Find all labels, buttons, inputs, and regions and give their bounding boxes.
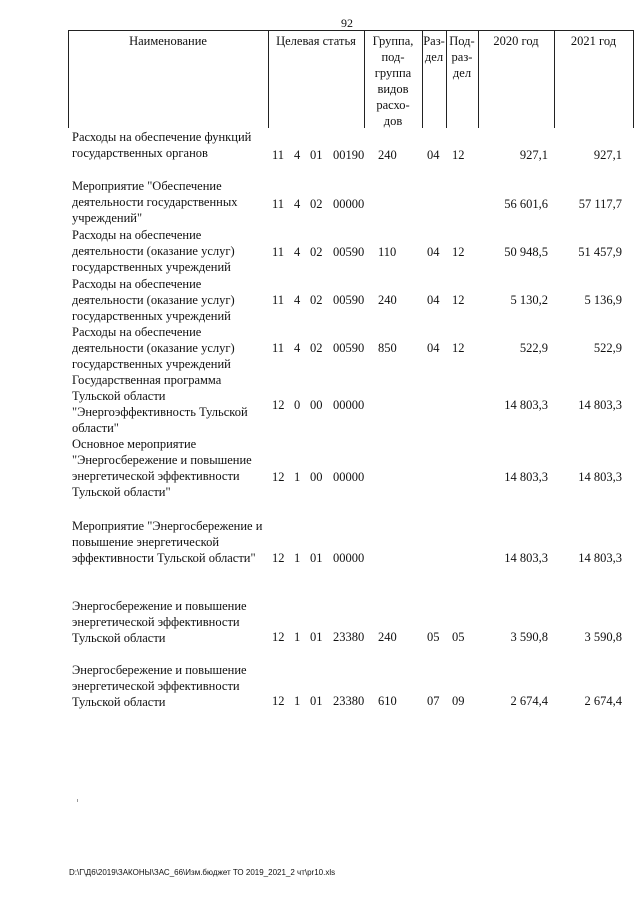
code-event: 01 xyxy=(310,551,323,565)
value-2021: 522,9 xyxy=(593,341,622,355)
cell-section: 07 xyxy=(427,694,440,708)
value-2020: 2 674,4 xyxy=(510,694,548,708)
value-2020: 14 803,3 xyxy=(504,398,548,412)
value-2021: 5 136,9 xyxy=(584,293,622,307)
cell-section: 04 xyxy=(427,245,440,259)
cell-section: 04 xyxy=(427,293,440,307)
code-event: 02 xyxy=(310,293,323,307)
cell-section: 05 xyxy=(427,630,440,644)
cell-group: 240 xyxy=(378,148,397,162)
row-name: Мероприятие "Энергосбережение и повышение энергетической эффективности Тульской области" xyxy=(72,519,263,565)
header-subsection: Под- раз- дел xyxy=(449,34,475,80)
value-2020: 522,9 xyxy=(519,341,548,355)
cell-group: 850 xyxy=(378,341,397,355)
code-event: 01 xyxy=(310,148,323,162)
code-event: 02 xyxy=(310,341,323,355)
row-name: Энергосбережение и повышение энергетической эффективности Тульской области xyxy=(72,663,247,709)
code-event: 02 xyxy=(310,197,323,211)
code-direction: 00190 xyxy=(333,148,365,162)
cell-group: 240 xyxy=(378,293,397,307)
page-number: 92 xyxy=(341,16,353,30)
header-2021: 2021 год xyxy=(570,34,617,48)
row-name: Расходы на обеспечение деятельности (оказание услуг) государственных учреждений xyxy=(72,228,235,274)
value-2020: 927,1 xyxy=(519,148,548,162)
code-program: 11 xyxy=(272,293,285,307)
cell-subsection: 12 xyxy=(452,245,465,259)
cell-subsection: 09 xyxy=(452,694,465,708)
cell-section: 04 xyxy=(427,148,440,162)
value-2020: 3 590,8 xyxy=(510,630,548,644)
code-direction: 00590 xyxy=(333,245,365,259)
value-2020: 50 948,5 xyxy=(504,245,548,259)
column-divider xyxy=(633,31,634,128)
cell-subsection: 05 xyxy=(452,630,465,644)
cell-subsection: 12 xyxy=(452,341,465,355)
header-group: Группа, под- группа видов расхо- дов xyxy=(372,34,414,128)
cell-group: 610 xyxy=(378,694,397,708)
code-event: 01 xyxy=(310,694,323,708)
code-event: 00 xyxy=(310,470,323,484)
value-2020: 14 803,3 xyxy=(504,551,548,565)
code-program: 12 xyxy=(272,470,285,484)
value-2021: 57 117,7 xyxy=(578,197,622,211)
header-2020: 2020 год xyxy=(493,34,539,48)
footer-path: D:\Г\Д6\2019\ЗАКОНЫ\ЗАС_66\Изм.бюджет ТО 2019_2021_2 чт\pr10.xls xyxy=(69,868,336,877)
value-2021: 51 457,9 xyxy=(578,245,622,259)
value-2020: 56 601,6 xyxy=(504,197,548,211)
cell-group: 240 xyxy=(378,630,397,644)
row-name: Расходы на обеспечение деятельности (оказание услуг) государственных учреждений xyxy=(72,277,235,323)
code-subprogram: 1 xyxy=(294,630,301,644)
value-2021: 14 803,3 xyxy=(578,551,622,565)
code-event: 00 xyxy=(310,398,323,412)
code-direction: 23380 xyxy=(333,630,365,644)
code-subprogram: 4 xyxy=(294,197,301,211)
code-program: 11 xyxy=(272,197,285,211)
column-divider xyxy=(364,31,365,128)
cell-group: 110 xyxy=(378,245,397,259)
code-subprogram: 0 xyxy=(294,398,301,412)
row-name: Государственная программа Тульской области "Энергоэффективность Тульской области" xyxy=(72,373,248,435)
value-2021: 927,1 xyxy=(593,148,622,162)
code-direction: 00000 xyxy=(333,197,365,211)
code-subprogram: 1 xyxy=(294,470,301,484)
cell-subsection: 12 xyxy=(452,148,465,162)
value-2021: 2 674,4 xyxy=(584,694,622,708)
code-subprogram: 4 xyxy=(294,341,301,355)
code-program: 12 xyxy=(272,551,285,565)
value-2021: 3 590,8 xyxy=(584,630,622,644)
code-program: 11 xyxy=(272,341,285,355)
header-name: Наименование xyxy=(129,34,207,48)
code-subprogram: 4 xyxy=(294,245,301,259)
value-2020: 5 130,2 xyxy=(510,293,548,307)
code-program: 12 xyxy=(272,398,285,412)
column-divider xyxy=(446,31,447,128)
header-target-article: Целевая статья xyxy=(276,34,356,48)
code-program: 12 xyxy=(272,630,285,644)
code-event: 01 xyxy=(310,630,323,644)
row-name: Основное мероприятие "Энергосбережение и повышение энергетической эффективности Тульской области" xyxy=(72,437,252,499)
code-program: 12 xyxy=(272,694,285,708)
value-2021: 14 803,3 xyxy=(578,470,622,484)
code-direction: 00590 xyxy=(333,293,365,307)
code-direction: 23380 xyxy=(333,694,365,708)
cell-subsection: 12 xyxy=(452,293,465,307)
value-2020: 14 803,3 xyxy=(504,470,548,484)
code-subprogram: 4 xyxy=(294,148,301,162)
code-program: 11 xyxy=(272,148,285,162)
row-name: Расходы на обеспечение функций государственных органов xyxy=(72,130,252,160)
header-section: Раз- дел xyxy=(423,34,445,64)
scan-mark xyxy=(77,799,78,802)
code-direction: 00000 xyxy=(333,398,365,412)
cell-section: 04 xyxy=(427,341,440,355)
table-header xyxy=(68,30,634,128)
code-program: 11 xyxy=(272,245,285,259)
row-name: Энергосбережение и повышение энергетической эффективности Тульской области xyxy=(72,599,247,645)
value-2021: 14 803,3 xyxy=(578,398,622,412)
code-subprogram: 4 xyxy=(294,293,301,307)
row-name: Мероприятие "Обеспечение деятельности государственных учреждений" xyxy=(72,179,238,225)
code-subprogram: 1 xyxy=(294,551,301,565)
row-name: Расходы на обеспечение деятельности (оказание услуг) государственных учреждений xyxy=(72,325,235,371)
code-event: 02 xyxy=(310,245,323,259)
code-direction: 00590 xyxy=(333,341,365,355)
code-direction: 00000 xyxy=(333,470,365,484)
code-direction: 00000 xyxy=(333,551,365,565)
code-subprogram: 1 xyxy=(294,694,301,708)
